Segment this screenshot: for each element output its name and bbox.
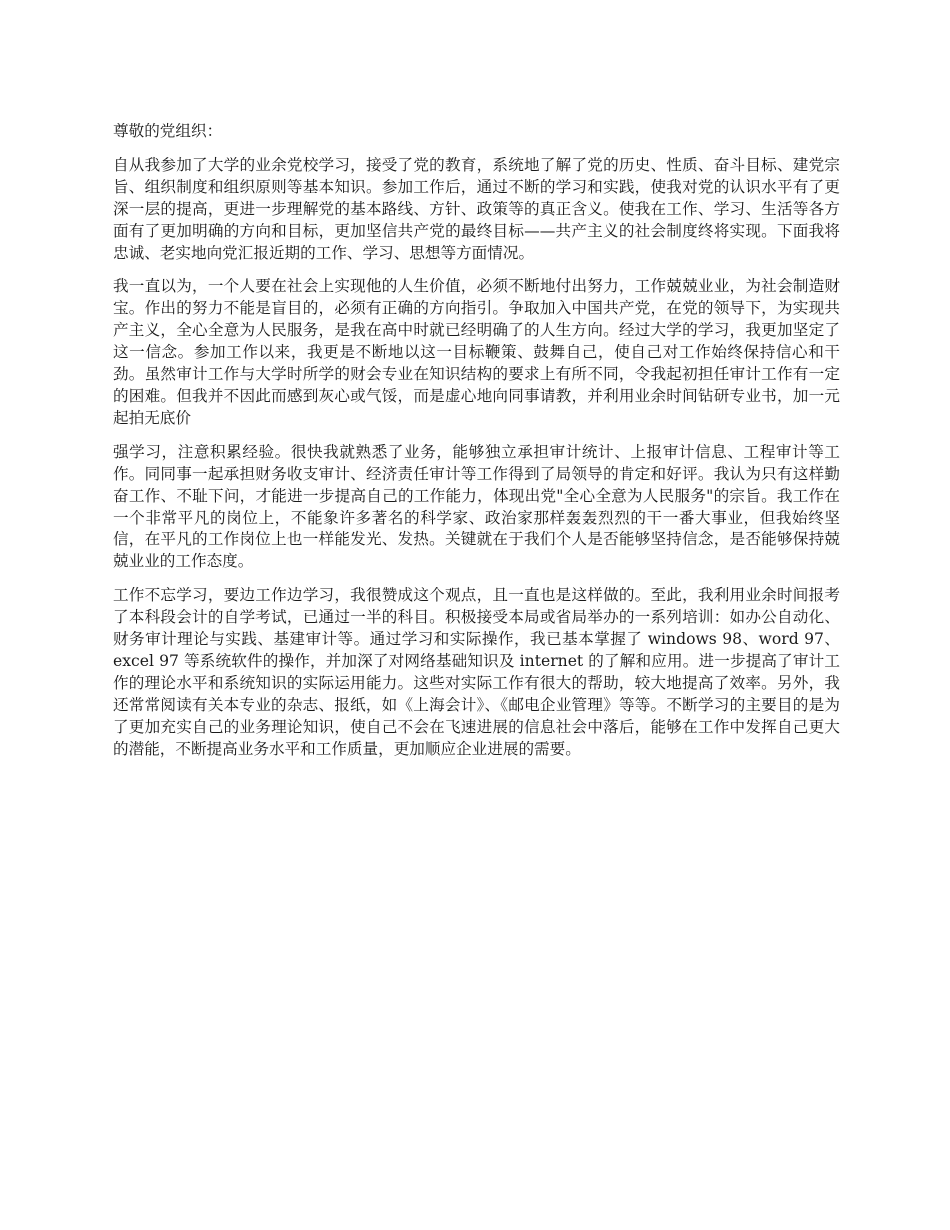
paragraph-2: 我一直以为，一个人要在社会上实现他的人生价值，必须不断地付出努力，工作兢兢业业，为社会制造财宝。作出的努力不能是盲目的，必须有正确的方向指引。争取加入中国共产党，在党的领导下，为实现共产主义，全心全意为人民服务，是我在高中时就已经明确了的人生方向。经过大学的学习，我更加坚定了这一信念。参加工作以来，我更是不断地以这一目标鞭策、鼓舞自己，使自己对工作始终保持信心和干劲。虽然审计工作与大学时所学的财会专业在知识结构的要求上有所不同，令我起初担任审计工作有一定的困难。但我并不因此而感到灰心或气馁，而是虚心地向同事请教，并利用业余时间钻研专业书，加一元起拍无底价 <box>113 277 840 427</box>
paragraph-4: 工作不忘学习，要边工作边学习，我很赞成这个观点，且一直也是这样做的。至此，我利用业余时间报考了本科段会计的自学考试，已通过一半的科目。积极接受本局或省局举办的一系列培训：如办公自动化、财务审计理论与实践、基建审计等。通过学习和实际操作，我已基本掌握了 windows 98、word 97、excel 97 等系统软件的操作，并加深了对网络基础知识及 internet 的了解和应用。进一步提高了审计工作的理论水平和系统知识的实际运用能力。这些对实际工作有很大的帮助，较大地提高了效率。另外，我还常常阅读有关本专业的杂志、报纸，如《上海会计》、《邮电企业管理》等等。不断学习的主要目的是为了更加充实自己的业务理论知识，使自己不会在飞速进展的信息社会中落后，能够在工作中发挥自己更大的潜能，不断提高业务水平和工作质量，更加顺应企业进展的需要。 <box>113 586 840 758</box>
paragraph-3: 强学习，注意积累经验。很快我就熟悉了业务，能够独立承担审计统计、上报审计信息、工程审计等工作。同同事一起承担财务收支审计、经济责任审计等工作得到了局领导的肯定和好评。我认为只有这样勤奋工作、不耻下问，才能进一步提高自己的工作能力，体现出党"全心全意为人民服务"的宗旨。我工作在一个非常平凡的岗位上，不能象许多著名的科学家、政治家那样轰轰烈烈的干一番大事业，但我始终坚信，在平凡的工作岗位上也一样能发光、发热。关键就在于我们个人是否能够坚持信念，是否能够保持兢兢业业的工作态度。 <box>113 442 840 571</box>
document-page <box>113 121 840 772</box>
paragraph-1: 自从我参加了大学的业余党校学习，接受了党的教育，系统地了解了党的历史、性质、奋斗目标、建党宗旨、组织制度和组织原则等基本知识。参加工作后，通过不断的学习和实践，使我对党的认识水平有了更深一层的提高，更进一步理解党的基本路线、方针、政策等的真正含义。使我在工作、学习、生活等各方面有了更加明确的方向和目标，更加坚信共产党的最终目标——共产主义的社会制度终将实现。下面我将忠诚、老实地向党汇报近期的工作、学习、思想等方面情况。 <box>113 155 840 262</box>
salutation: 尊敬的党组织： <box>113 122 223 140</box>
